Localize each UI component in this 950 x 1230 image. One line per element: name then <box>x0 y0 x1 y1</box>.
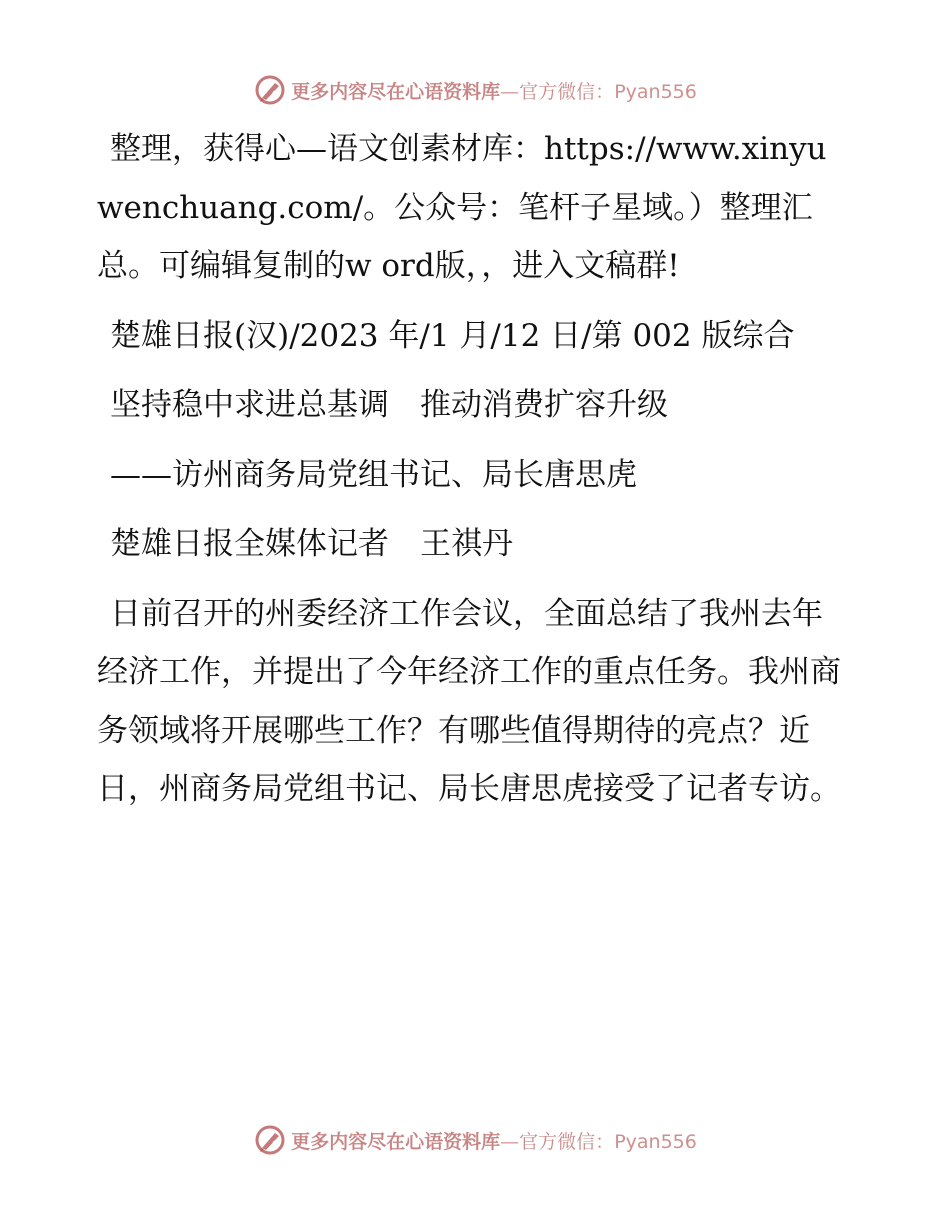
watermark-account-label: 官方微信： <box>519 80 615 103</box>
byline: 楚雄日报全媒体记者 王祺丹 <box>110 526 513 562</box>
watermark-main: 更多内容尽在心语资料库 <box>291 80 501 103</box>
article-headline: 坚持稳中求进总基调 推动消费扩容升级 <box>110 387 668 423</box>
article-subheadline: ——访州商务局党组书记、局长唐思虎 <box>110 456 637 493</box>
intro-paragraph: 整理，获得心—语文创素材库：https://www.xinyuwenchuang.com/。公众号：笔杆子星域。）整理汇总。可编辑复制的w ord版，，进入文稿群! <box>97 131 827 284</box>
pen-logo-icon <box>253 73 287 107</box>
source-line: 楚雄日报(汉)/2023 年/1 月/12 日/第 002 版综合 <box>110 317 795 354</box>
header-watermark <box>0 70 950 110</box>
document-body <box>97 120 849 819</box>
watermark-separator: — <box>500 1130 520 1153</box>
body-paragraph: 日前召开的州委经济工作会议，全面总结了我州去年经济工作，并提出了今年经济工作的重点任务。我州商务领域将开展哪些工作？有哪些值得期待的亮点？近日，州商务局党组书记、局长唐思虎接受了记者专访。 <box>97 595 841 807</box>
watermark-main: 更多内容尽在心语资料库 <box>291 1130 501 1153</box>
watermark-text <box>291 77 697 104</box>
watermark-account-id: Pyan556 <box>614 1130 697 1153</box>
watermark-account-label: 官方微信： <box>519 1130 615 1153</box>
pen-logo-icon <box>253 1123 287 1157</box>
watermark-account-id: Pyan556 <box>614 80 697 103</box>
footer-watermark <box>0 1120 950 1160</box>
watermark-separator: — <box>500 80 520 103</box>
watermark-text <box>291 1127 697 1154</box>
